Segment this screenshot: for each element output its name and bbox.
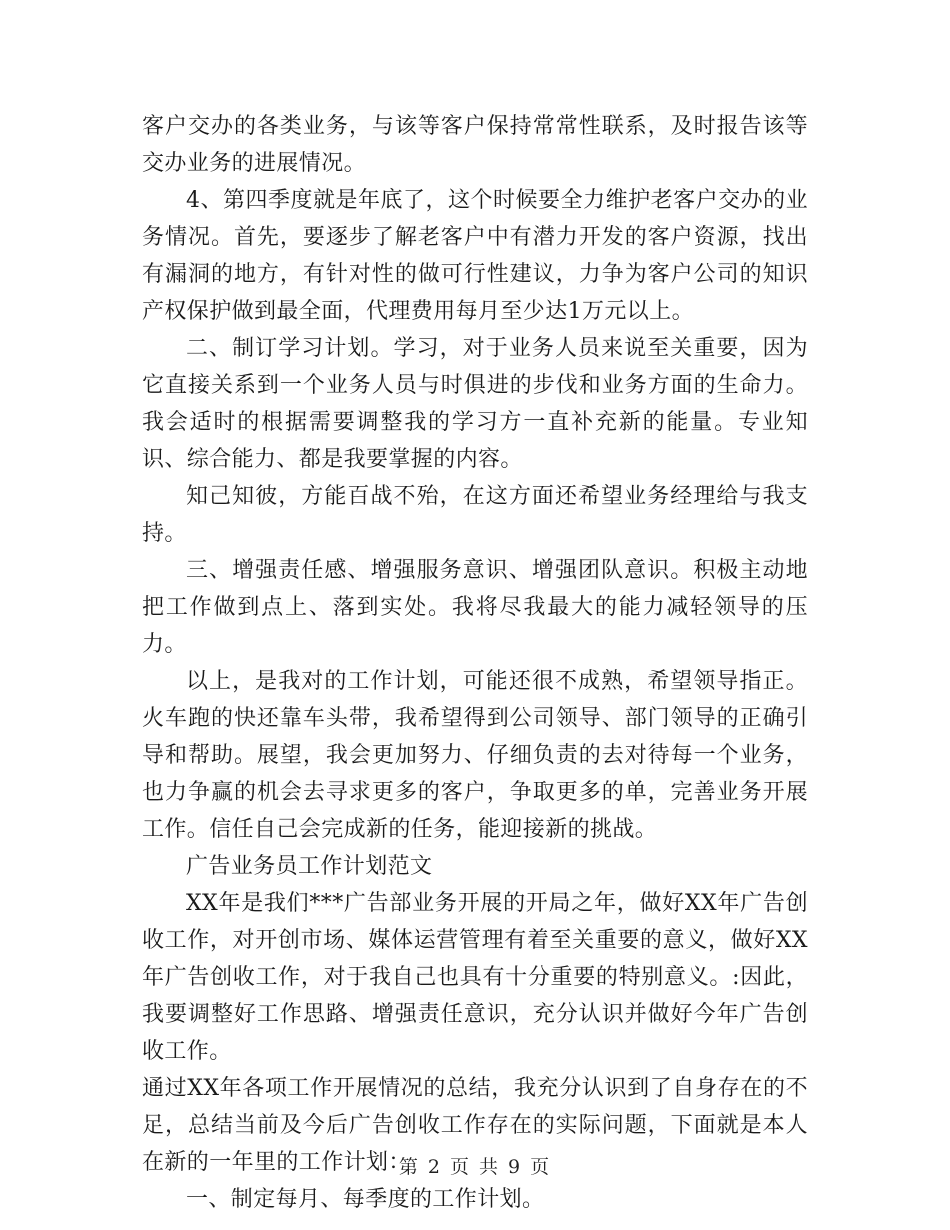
paragraph-2: 4、第四季度就是年底了，这个时候要全力维护老客户交办的业务情况。首先，要逐步了解老客户中有潜力开发的客户资源，找出有漏洞的地方，有针对性的做可行性建议，力争为客户公司的知识产权保护做到最全面，代理费用每月至少达1万元以上。 [142, 188, 808, 324]
document-body [142, 108, 808, 1218]
paragraph-3: 二、制订学习计划。学习，对于业务人员来说至关重要，因为它直接关系到一个业务人员与时俱进的步伐和业务方面的生命力。我会适时的根据需要调整我的学习方一直补充新的能量。专业知识、综合能力、都是我要掌握的内容。 [142, 336, 808, 472]
paragraph-4: 知己知彼，方能百战不殆，在这方面还希望业务经理给与我支持。 [142, 484, 808, 546]
page-number-footer: 第 2 页 共 9 页 [398, 1156, 552, 1178]
paragraph-9: 一、制定每月、每季度的工作计划。 [186, 1187, 545, 1212]
paragraph-7: XX年是我们***广告部业务开展的开局之年，做好XX年广告创收工作，对开创市场、媒体运营管理有着至关重要的意义，做好XX年广告创收工作，对于我自己也具有十分重要的特别意义。:因此，我要调整好工作思路、增强责任意识，充分认识并做好今年广告创收工作。 [142, 891, 808, 1064]
paragraph-8: 通过XX年各项工作开展情况的总结，我充分认识到了自身存在的不足，总结当前及今后广告创收工作存在的实际问题，下面就是本人在新的一年里的工作计划： [142, 1076, 808, 1175]
paragraph-1: 客户交办的各类业务，与该等客户保持常常性联系，及时报告该等交办业务的进展情况。 [142, 114, 808, 176]
paragraph-6: 以上，是我对的工作计划，可能还很不成熟，希望领导指正。火车跑的快还靠车头带，我希望得到公司领导、部门领导的正确引导和帮助。展望，我会更加努力、仔细负责的去对待每一个业务，也力争赢的机会去寻求更多的客户，争取更多的单，完善业务开展工作。信任自己会完成新的任务，能迎接新的挑战。 [142, 669, 808, 842]
paragraph-5: 三、增强责任感、增强服务意识、增强团队意识。积极主动地把工作做到点上、落到实处。我将尽我最大的能力减轻领导的压力。 [142, 558, 808, 657]
section-heading: 广告业务员工作计划范文 [186, 854, 433, 879]
